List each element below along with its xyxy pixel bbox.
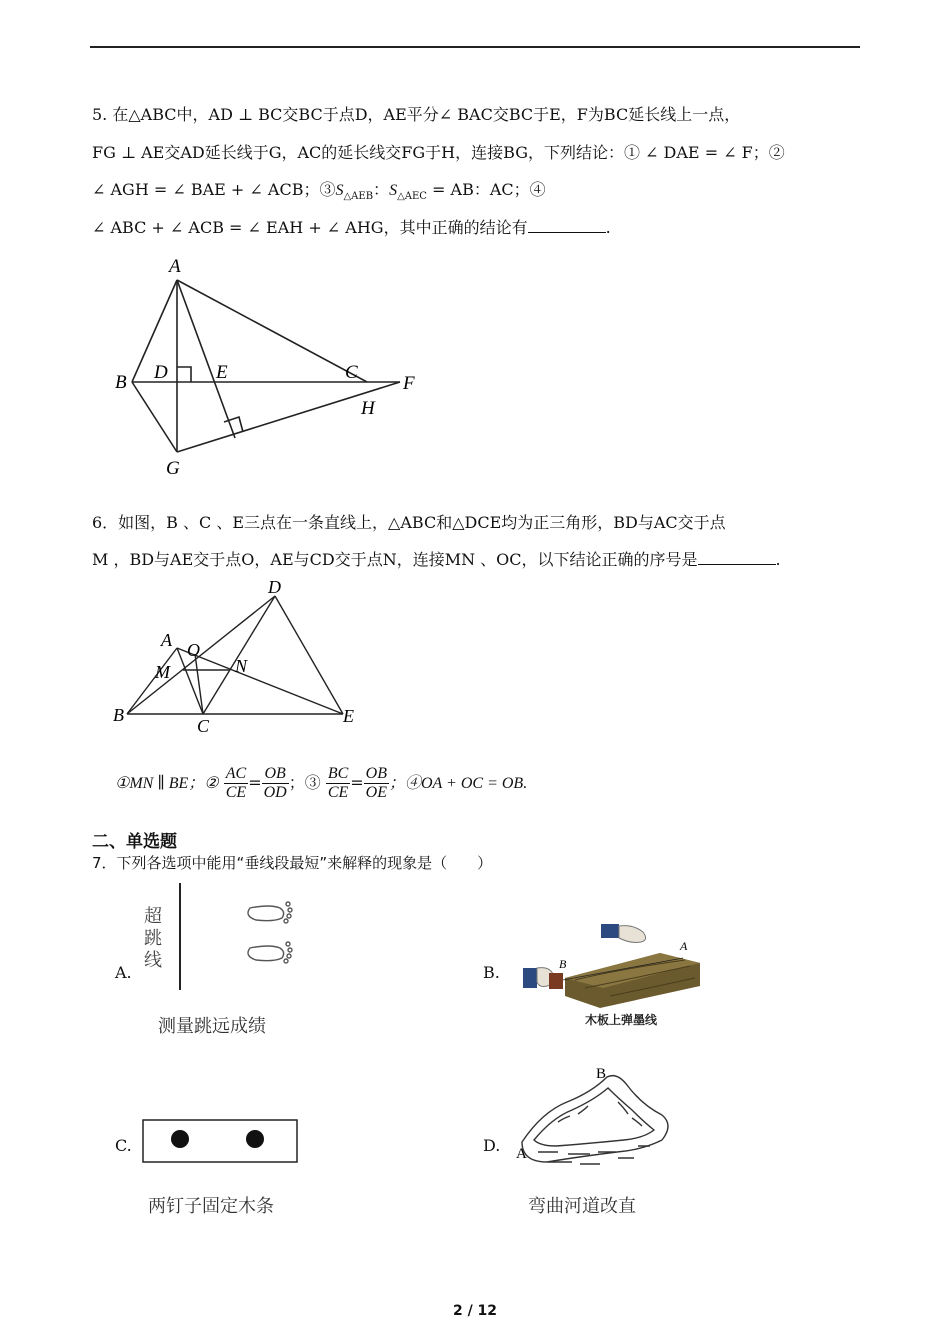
q5-line4-end: . bbox=[605, 218, 611, 237]
q5-answer-blank[interactable] bbox=[528, 218, 606, 233]
eq1: = bbox=[248, 773, 262, 792]
frac1-den: CE bbox=[225, 784, 247, 801]
frac-bc-ce bbox=[326, 765, 350, 802]
q6-opt3: ；③ bbox=[288, 773, 321, 792]
eq2: = bbox=[350, 773, 364, 792]
frac-ob-od bbox=[262, 765, 289, 802]
option-d-caption: 弯曲河道改直 bbox=[528, 1196, 636, 1217]
option-b-label[interactable]: B. bbox=[483, 963, 500, 982]
footprint-icon bbox=[248, 902, 292, 963]
q6-figure bbox=[105, 578, 375, 738]
option-c-figure bbox=[140, 1117, 302, 1167]
label-E6: E bbox=[343, 706, 354, 726]
q6-line2-text: M ，BD与AE交于点O，AE与CD交于点N，连接MN 、OC，以下结论正确的序号是 bbox=[92, 550, 698, 569]
point-b: B bbox=[559, 957, 567, 971]
label-O6: O bbox=[187, 640, 200, 660]
hand-right bbox=[619, 926, 646, 943]
option-a-figure bbox=[140, 880, 310, 995]
q5-line3-g: = AB：AC；④ bbox=[426, 180, 546, 199]
label-H: H bbox=[361, 398, 375, 419]
option-b-figure bbox=[515, 918, 705, 1013]
label-A: A bbox=[169, 256, 181, 277]
q5-colon: ： bbox=[373, 180, 390, 199]
q5-s2: S bbox=[389, 182, 398, 199]
frac4-num: OB bbox=[365, 765, 387, 782]
header-rule bbox=[90, 46, 860, 48]
q6-opt1: ①MN ∥ BE；② bbox=[115, 775, 219, 792]
label-D6: D bbox=[268, 578, 281, 597]
point-a: A bbox=[680, 939, 688, 953]
label-C6: C bbox=[197, 716, 210, 736]
option-a-caption: 测量跳远成绩 bbox=[158, 1016, 266, 1037]
q5-s1-sub: △AEB bbox=[343, 191, 374, 203]
section-heading: 二、单选题 bbox=[92, 832, 177, 852]
frac-ob-oe bbox=[364, 765, 389, 802]
label-D: D bbox=[154, 362, 168, 383]
option-d-label[interactable]: D. bbox=[483, 1136, 501, 1155]
option-c-caption: 两钉子固定木条 bbox=[148, 1196, 274, 1217]
q5-line4-text: ∠ ABC + ∠ ACB = ∠ EAH + ∠ AHG，其中正确的结论有 bbox=[92, 218, 528, 237]
label-A6: A bbox=[161, 630, 172, 650]
q7-stem: 7．下列各选项中能用“垂线段最短”来解释的现象是（ ） bbox=[92, 854, 493, 872]
q6-line2-end: . bbox=[775, 550, 781, 569]
frac2-den: OD bbox=[263, 784, 287, 801]
q5-s2-sub: △AEC bbox=[397, 191, 427, 203]
label-B: B bbox=[115, 372, 127, 393]
label-C: C bbox=[345, 362, 358, 383]
label-F: F bbox=[403, 373, 415, 394]
hand-sleeve-right bbox=[601, 924, 619, 938]
river-icon bbox=[522, 1076, 668, 1164]
q6-answer-blank[interactable] bbox=[698, 550, 776, 565]
option-c-label[interactable]: C. bbox=[115, 1136, 132, 1155]
frac-ac-ce bbox=[224, 765, 248, 802]
q5-line1: 5. 在△ABC中，AD ⊥ BC交BC于点D，AE平分∠ BAC交BC于E，F为BC延长线上一点， bbox=[92, 105, 741, 124]
q5-line3 bbox=[92, 177, 546, 202]
page-number: 2 / 12 bbox=[452, 1303, 498, 1319]
jump-char-1: 超 bbox=[144, 906, 162, 927]
river-point-a: A bbox=[516, 1146, 527, 1162]
frac1-num: AC bbox=[225, 765, 247, 782]
option-b-caption: 木板上弹墨线 bbox=[585, 1013, 658, 1027]
q6-line1: 6．如图，B 、C 、E三点在一条直线上，△ABC和△DCE均为正三角形，BD与AC交于点 bbox=[92, 513, 726, 532]
q6-opt4: ；④OA + OC = OB. bbox=[389, 775, 528, 792]
label-M6: M bbox=[155, 662, 170, 682]
option-a-label[interactable]: A. bbox=[115, 963, 132, 982]
wood-strip bbox=[143, 1120, 297, 1162]
label-E: E bbox=[216, 362, 228, 383]
q6-options bbox=[115, 765, 527, 802]
frac4-den: OE bbox=[365, 784, 387, 801]
river-point-b: B bbox=[596, 1066, 607, 1082]
frac3-num: BC bbox=[327, 765, 349, 782]
label-B6: B bbox=[113, 705, 124, 725]
q5-line3-a: ∠ AGH = ∠ BAE + ∠ ACB；③ bbox=[92, 180, 336, 199]
q6-line2 bbox=[92, 547, 781, 570]
frac2-num: OB bbox=[262, 765, 289, 784]
q5-figure bbox=[105, 252, 435, 482]
q5-line2: FG ⊥ AE交AD延长线于G，AC的延长线交FG于H，连接BG，下列结论：① ∠ DAE = ∠ F；② bbox=[92, 143, 785, 162]
ink-box bbox=[549, 973, 563, 989]
frac3-den: CE bbox=[327, 784, 349, 801]
label-G: G bbox=[166, 458, 180, 479]
jump-char-3: 线 bbox=[144, 950, 162, 971]
nail-icon-2 bbox=[246, 1130, 264, 1148]
nail-icon-1 bbox=[171, 1130, 189, 1148]
hand-sleeve-left bbox=[523, 968, 537, 988]
label-N6: N bbox=[235, 656, 248, 676]
jump-char-2: 跳 bbox=[144, 928, 162, 949]
q5-line4 bbox=[92, 215, 611, 238]
option-d-figure bbox=[508, 1062, 673, 1177]
q5-s1: S bbox=[335, 182, 344, 199]
